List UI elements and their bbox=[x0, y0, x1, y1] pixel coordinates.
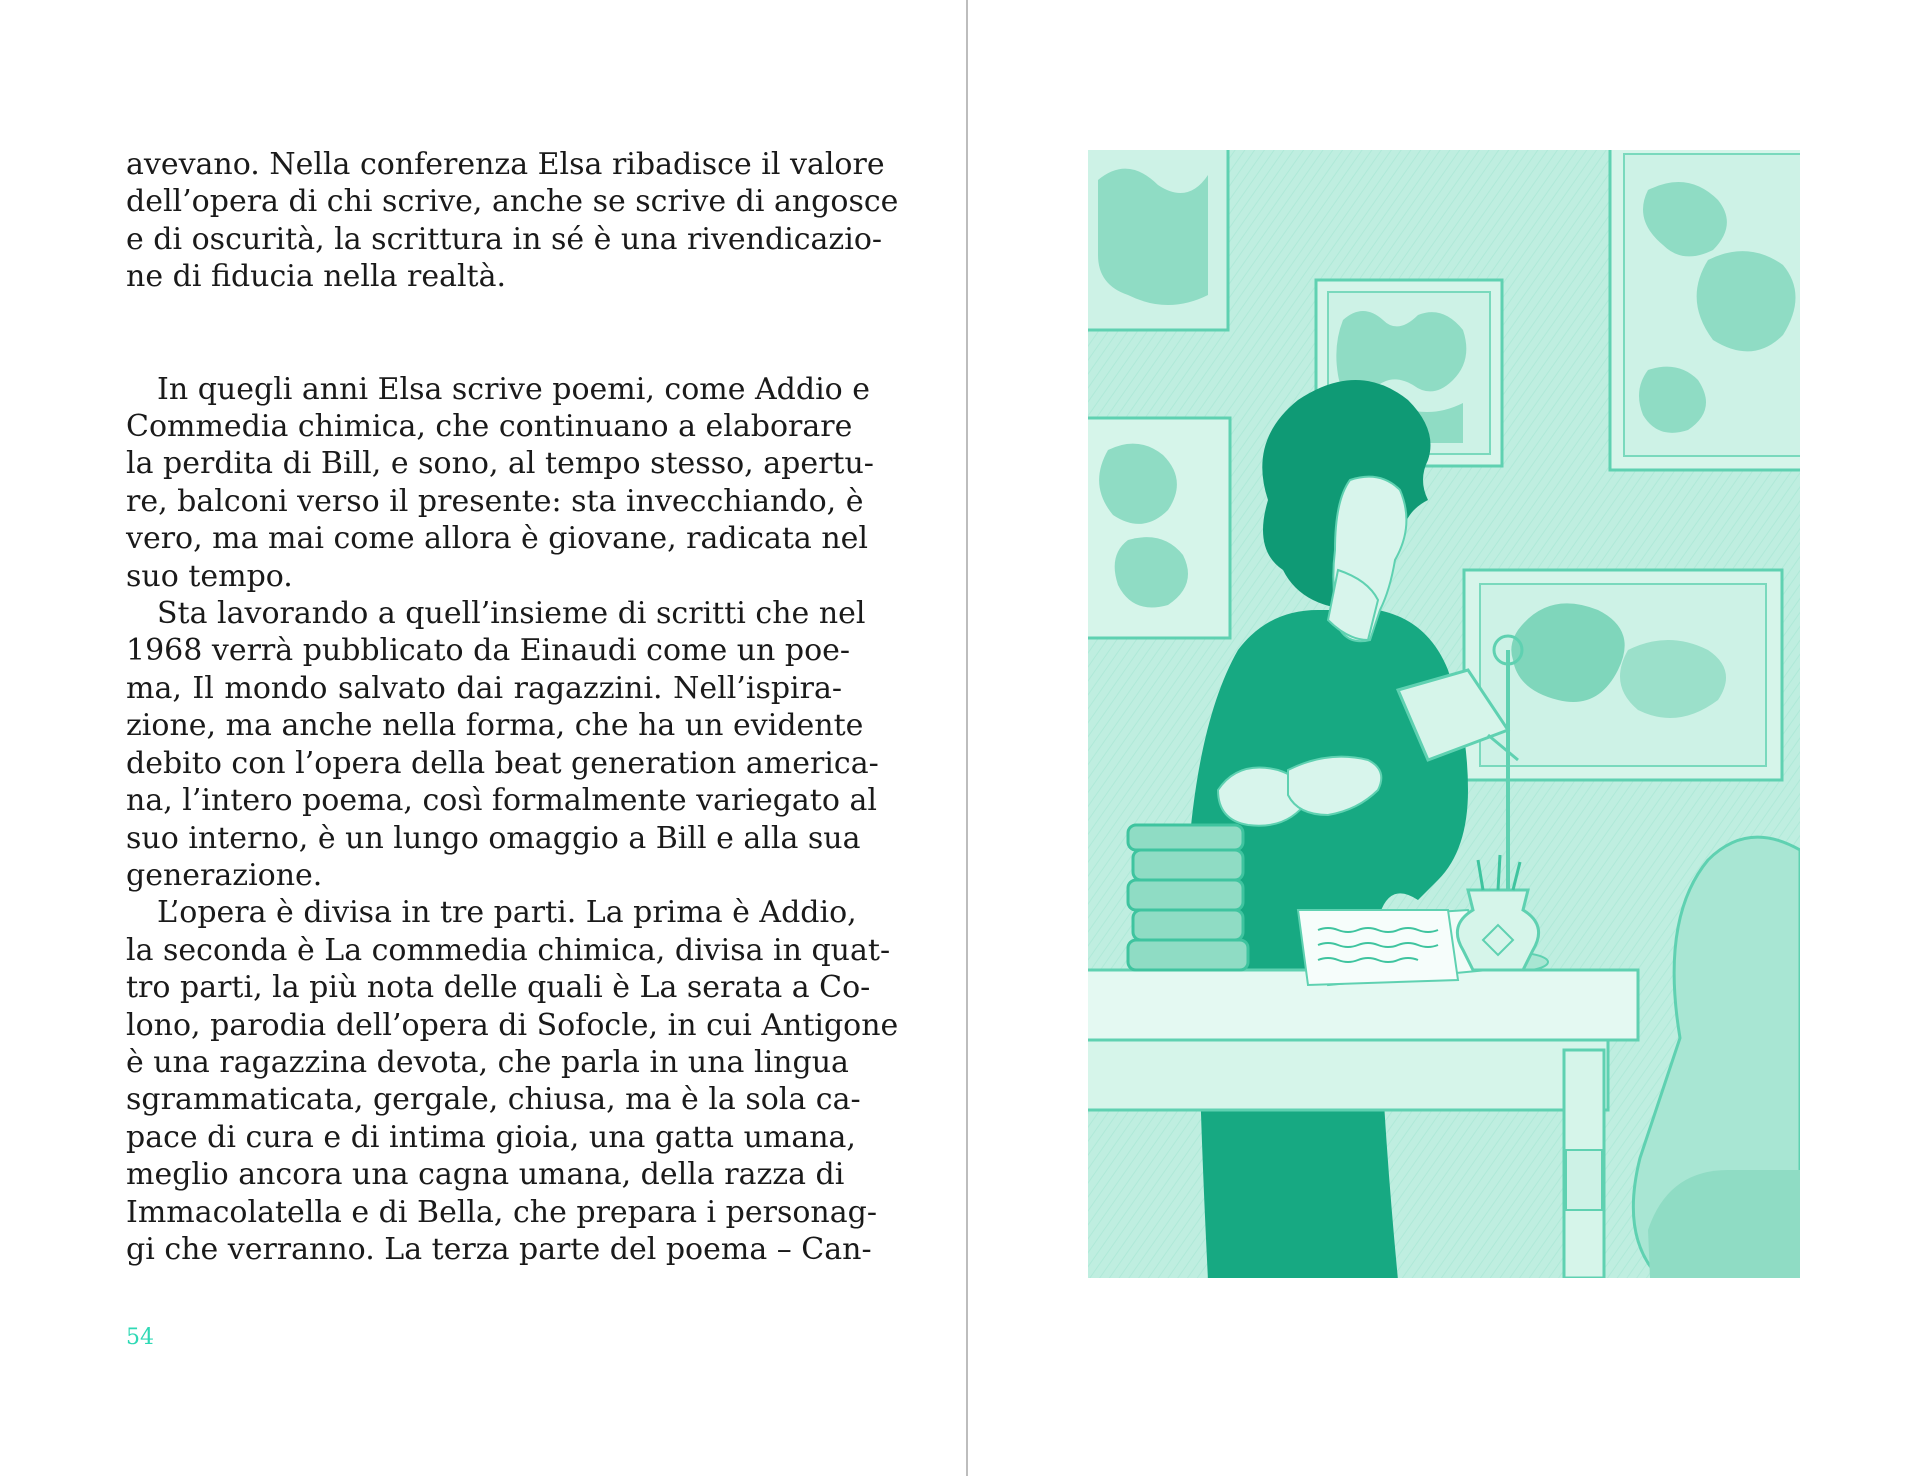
body-text bbox=[126, 146, 899, 1268]
text-line: e di oscurità, la scrittura in sé è una rivendicazio- bbox=[126, 221, 883, 257]
text-line: è una ragazzina devota, che parla in una lingua bbox=[126, 1044, 849, 1080]
text-line: la seconda è La commedia chimica, divisa in quat- bbox=[126, 932, 891, 968]
text-line: tro parti, la più nota delle quali è La serata a Co- bbox=[126, 970, 871, 1006]
text-line: Commedia chimica, che continuano a elaborare bbox=[126, 409, 853, 445]
text-line: suo interno, è un lungo omaggio a Bill e alla sua bbox=[126, 820, 861, 856]
text-line: dell’opera di chi scrive, anche se scrive di angosce bbox=[126, 184, 899, 220]
painting-mid-right bbox=[1464, 570, 1782, 780]
paragraph-4 bbox=[126, 894, 899, 1268]
text-line: vero, ma mai come allora è giovane, radicata nel bbox=[126, 521, 869, 557]
painting-mid-left bbox=[1088, 418, 1230, 638]
text-line: sgrammaticata, gergale, chiusa, ma è la sola ca- bbox=[126, 1082, 861, 1118]
text-line: na, l’intero poema, così formalmente variegato al bbox=[126, 783, 877, 819]
text-line: generazione. bbox=[126, 857, 323, 893]
text-line: la perdita di Bill, e sono, al tempo stesso, apertu- bbox=[126, 446, 874, 482]
text-line: zione, ma anche nella forma, che ha un evidente bbox=[126, 708, 864, 744]
text-line: ne di fiducia nella realtà. bbox=[126, 259, 507, 295]
text-line: In quegli anni Elsa scrive poemi, come Addio e bbox=[157, 371, 871, 407]
text-line: lono, parodia dell’opera di Sofocle, in cui Antigone bbox=[126, 1007, 899, 1043]
text-line: Sta lavorando a quell’insieme di scritti che nel bbox=[157, 596, 866, 632]
book-stack bbox=[1128, 825, 1248, 970]
paragraph-3 bbox=[126, 595, 879, 894]
text-line: meglio ancora una cagna umana, della razza di bbox=[126, 1157, 845, 1193]
text-line: Immacolatella e di Bella, che prepara i personag- bbox=[126, 1194, 877, 1230]
page-number: 54 bbox=[126, 1325, 154, 1350]
paragraph-2 bbox=[126, 371, 874, 595]
right-page bbox=[968, 0, 1920, 1476]
text-line: re, balconi verso il presente: sta invecchiando, è bbox=[126, 483, 864, 519]
woman-at-desk-illustration bbox=[1088, 150, 1800, 1278]
text-line: pace di cura e di intima gioia, una gatta umana, bbox=[126, 1119, 856, 1155]
text-line: ma, Il mondo salvato dai ragazzini. Nell’ispira- bbox=[126, 670, 842, 706]
text-line: 1968 verrà pubblicato da Einaudi come un poe- bbox=[126, 633, 851, 669]
text-line: L’opera è divisa in tre parti. La prima è Addio, bbox=[157, 895, 857, 931]
painting-top-left bbox=[1088, 150, 1228, 330]
illustration bbox=[1088, 150, 1800, 1278]
text-line: suo tempo. bbox=[126, 558, 293, 594]
text-line: avevano. Nella conferenza Elsa ribadisce il valore bbox=[126, 147, 885, 182]
painting-top-right bbox=[1610, 150, 1800, 470]
paragraph-1 bbox=[126, 146, 899, 296]
text-line: debito con l’opera della beat generation america- bbox=[126, 745, 879, 781]
text-line: gi che verranno. La terza parte del poema – Can- bbox=[126, 1231, 872, 1267]
